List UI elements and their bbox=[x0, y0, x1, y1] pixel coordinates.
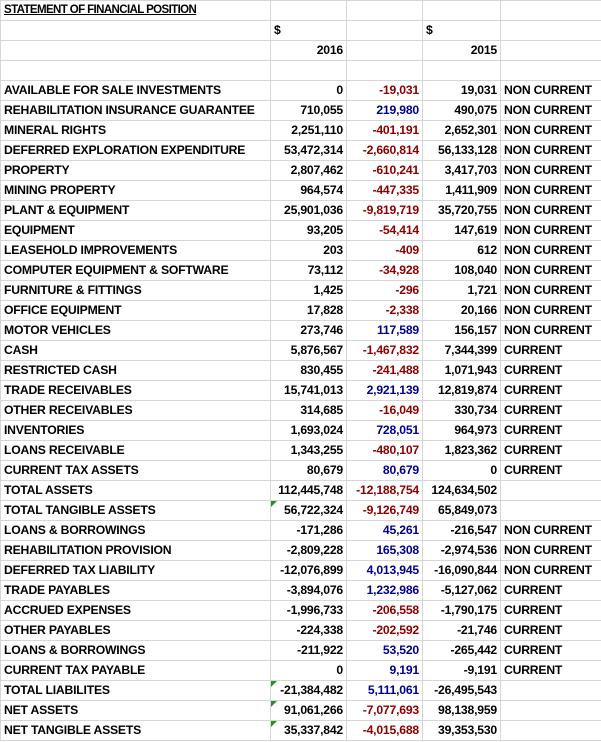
row-label[interactable]: DEFERRED TAX LIABILITY bbox=[1, 561, 271, 581]
year-row bbox=[1, 41, 601, 61]
classification[interactable]: NON CURRENT bbox=[501, 121, 601, 141]
classification[interactable]: NON CURRENT bbox=[501, 281, 601, 301]
sheet-title[interactable]: STATEMENT OF FINANCIAL POSITION bbox=[1, 1, 271, 21]
table-row bbox=[1, 361, 601, 381]
cell[interactable] bbox=[271, 61, 347, 81]
value-change[interactable]: -202,592 bbox=[347, 621, 423, 641]
table-row bbox=[1, 401, 601, 421]
value-2015[interactable]: 1,411,909 bbox=[423, 181, 501, 201]
classification[interactable] bbox=[501, 481, 601, 501]
value-2016[interactable]: 17,828 bbox=[271, 301, 347, 321]
table-row bbox=[1, 421, 601, 441]
value-2015[interactable]: 7,344,399 bbox=[423, 341, 501, 361]
cell[interactable] bbox=[1, 61, 271, 81]
value-2016[interactable]: 0 bbox=[271, 661, 347, 681]
row-label[interactable]: LOANS & BORROWINGS bbox=[1, 521, 271, 541]
value-2015[interactable]: -21,746 bbox=[423, 621, 501, 641]
classification[interactable]: NON CURRENT bbox=[501, 321, 601, 341]
value-2016[interactable]: 93,205 bbox=[271, 221, 347, 241]
value-2015[interactable]: 124,634,502 bbox=[423, 481, 501, 501]
table-row bbox=[1, 81, 601, 101]
classification[interactable]: NON CURRENT bbox=[501, 301, 601, 321]
value-change[interactable]: -12,188,754 bbox=[347, 481, 423, 501]
row-label[interactable]: LOANS & BORROWINGS bbox=[1, 641, 271, 661]
cell[interactable] bbox=[347, 41, 423, 61]
value-2015[interactable]: 20,166 bbox=[423, 301, 501, 321]
row-label[interactable]: REHABILITATION PROVISION bbox=[1, 541, 271, 561]
classification[interactable]: CURRENT bbox=[501, 581, 601, 601]
value-2016[interactable]: -211,922 bbox=[271, 641, 347, 661]
table-row bbox=[1, 201, 601, 221]
value-2015[interactable]: 56,133,128 bbox=[423, 141, 501, 161]
row-label[interactable]: PROPERTY bbox=[1, 161, 271, 181]
classification[interactable]: CURRENT bbox=[501, 341, 601, 361]
row-label[interactable]: NET TANGIBLE ASSETS bbox=[1, 721, 271, 741]
classification[interactable]: NON CURRENT bbox=[501, 261, 601, 281]
table-row bbox=[1, 181, 601, 201]
value-2016[interactable]: 80,679 bbox=[271, 461, 347, 481]
classification[interactable]: NON CURRENT bbox=[501, 521, 601, 541]
cell[interactable] bbox=[501, 41, 601, 61]
value-2016[interactable]: -21,384,482 bbox=[271, 681, 347, 701]
table-row bbox=[1, 241, 601, 261]
value-2016[interactable]: 35,337,842 bbox=[271, 721, 347, 741]
value-2016[interactable]: 0 bbox=[271, 81, 347, 101]
value-change[interactable]: -1,467,832 bbox=[347, 341, 423, 361]
table-row bbox=[1, 701, 601, 721]
value-2015[interactable]: 1,721 bbox=[423, 281, 501, 301]
row-label[interactable]: DEFERRED EXPLORATION EXPENDITURE bbox=[1, 141, 271, 161]
currency-2016[interactable]: $ bbox=[271, 21, 347, 41]
value-2015[interactable]: 330,734 bbox=[423, 401, 501, 421]
value-change[interactable]: 1,232,986 bbox=[347, 581, 423, 601]
table-row bbox=[1, 661, 601, 681]
row-label[interactable]: CURRENT TAX ASSETS bbox=[1, 461, 271, 481]
value-change[interactable]: -610,241 bbox=[347, 161, 423, 181]
value-2016[interactable]: 710,055 bbox=[271, 101, 347, 121]
value-2016[interactable]: 1,693,024 bbox=[271, 421, 347, 441]
table-row bbox=[1, 601, 601, 621]
table-row bbox=[1, 481, 601, 501]
value-2015[interactable]: -26,495,543 bbox=[423, 681, 501, 701]
table-row bbox=[1, 521, 601, 541]
value-2016[interactable]: -12,076,899 bbox=[271, 561, 347, 581]
row-label[interactable]: ACCRUED EXPENSES bbox=[1, 601, 271, 621]
year-2015[interactable]: 2015 bbox=[423, 41, 501, 61]
table-row bbox=[1, 341, 601, 361]
table-row bbox=[1, 441, 601, 461]
value-change[interactable]: -9,819,719 bbox=[347, 201, 423, 221]
value-2016[interactable]: 830,455 bbox=[271, 361, 347, 381]
value-2016[interactable]: 1,343,255 bbox=[271, 441, 347, 461]
year-2016[interactable]: 2016 bbox=[271, 41, 347, 61]
value-2015[interactable]: 35,720,755 bbox=[423, 201, 501, 221]
classification[interactable]: CURRENT bbox=[501, 421, 601, 441]
classification[interactable] bbox=[501, 681, 601, 701]
value-change[interactable]: 5,111,061 bbox=[347, 681, 423, 701]
classification[interactable]: CURRENT bbox=[501, 461, 601, 481]
classification[interactable]: NON CURRENT bbox=[501, 241, 601, 261]
row-label[interactable]: NET ASSETS bbox=[1, 701, 271, 721]
cell[interactable] bbox=[347, 61, 423, 81]
row-label[interactable]: AVAILABLE FOR SALE INVESTMENTS bbox=[1, 81, 271, 101]
classification[interactable]: NON CURRENT bbox=[501, 141, 601, 161]
row-label[interactable]: OTHER PAYABLES bbox=[1, 621, 271, 641]
row-label[interactable]: MINERAL RIGHTS bbox=[1, 121, 271, 141]
value-2015[interactable]: 1,823,362 bbox=[423, 441, 501, 461]
classification[interactable] bbox=[501, 501, 601, 521]
classification[interactable] bbox=[501, 721, 601, 741]
value-2016[interactable]: -2,809,228 bbox=[271, 541, 347, 561]
value-2015[interactable]: 0 bbox=[423, 461, 501, 481]
row-label[interactable]: COMPUTER EQUIPMENT & SOFTWARE bbox=[1, 261, 271, 281]
cell[interactable] bbox=[347, 1, 423, 21]
classification[interactable]: NON CURRENT bbox=[501, 161, 601, 181]
title-row bbox=[1, 1, 601, 21]
value-2015[interactable]: 19,031 bbox=[423, 81, 501, 101]
classification[interactable]: NON CURRENT bbox=[501, 101, 601, 121]
value-change[interactable]: 4,013,945 bbox=[347, 561, 423, 581]
value-change[interactable]: 117,589 bbox=[347, 321, 423, 341]
value-change[interactable]: -206,558 bbox=[347, 601, 423, 621]
cell[interactable] bbox=[347, 21, 423, 41]
classification[interactable]: NON CURRENT bbox=[501, 81, 601, 101]
value-2015[interactable]: -1,790,175 bbox=[423, 601, 501, 621]
value-2015[interactable]: 156,157 bbox=[423, 321, 501, 341]
classification[interactable]: NON CURRENT bbox=[501, 541, 601, 561]
table-row bbox=[1, 141, 601, 161]
value-change[interactable]: -447,335 bbox=[347, 181, 423, 201]
value-2016[interactable]: 203 bbox=[271, 241, 347, 261]
value-change[interactable]: -480,107 bbox=[347, 441, 423, 461]
value-2016[interactable]: 5,876,567 bbox=[271, 341, 347, 361]
value-change[interactable]: -401,191 bbox=[347, 121, 423, 141]
currency-2015[interactable]: $ bbox=[423, 21, 501, 41]
value-change[interactable]: -4,015,688 bbox=[347, 721, 423, 741]
table-row bbox=[1, 501, 601, 521]
table-row bbox=[1, 721, 601, 741]
classification[interactable]: NON CURRENT bbox=[501, 201, 601, 221]
table-row bbox=[1, 461, 601, 481]
row-label[interactable]: RESTRICTED CASH bbox=[1, 361, 271, 381]
row-label[interactable]: PLANT & EQUIPMENT bbox=[1, 201, 271, 221]
table-row bbox=[1, 321, 601, 341]
table-row bbox=[1, 681, 601, 701]
value-2015[interactable]: 3,417,703 bbox=[423, 161, 501, 181]
value-2015[interactable]: 612 bbox=[423, 241, 501, 261]
classification[interactable] bbox=[501, 701, 601, 721]
value-2016[interactable]: -3,894,076 bbox=[271, 581, 347, 601]
value-2015[interactable]: 98,138,959 bbox=[423, 701, 501, 721]
classification[interactable]: CURRENT bbox=[501, 661, 601, 681]
row-label[interactable]: TRADE RECEIVABLES bbox=[1, 381, 271, 401]
classification[interactable]: CURRENT bbox=[501, 361, 601, 381]
table-row bbox=[1, 221, 601, 241]
row-label[interactable]: TOTAL LIABILITES bbox=[1, 681, 271, 701]
value-2016[interactable]: 2,807,462 bbox=[271, 161, 347, 181]
table-row bbox=[1, 621, 601, 641]
value-2016[interactable]: 112,445,748 bbox=[271, 481, 347, 501]
value-2016[interactable]: 53,472,314 bbox=[271, 141, 347, 161]
currency-row bbox=[1, 21, 601, 41]
value-change[interactable]: -7,077,693 bbox=[347, 701, 423, 721]
value-change[interactable]: 165,308 bbox=[347, 541, 423, 561]
row-label[interactable]: MOTOR VEHICLES bbox=[1, 321, 271, 341]
value-change[interactable]: -241,488 bbox=[347, 361, 423, 381]
value-2016[interactable]: 25,901,036 bbox=[271, 201, 347, 221]
cell[interactable] bbox=[271, 1, 347, 21]
value-2015[interactable]: 1,071,943 bbox=[423, 361, 501, 381]
value-2015[interactable]: 39,353,530 bbox=[423, 721, 501, 741]
table-row bbox=[1, 101, 601, 121]
row-label[interactable]: TOTAL ASSETS bbox=[1, 481, 271, 501]
value-2016[interactable]: -224,338 bbox=[271, 621, 347, 641]
value-2015[interactable]: -16,090,844 bbox=[423, 561, 501, 581]
value-change[interactable]: -19,031 bbox=[347, 81, 423, 101]
row-label[interactable]: OFFICE EQUIPMENT bbox=[1, 301, 271, 321]
blank-row bbox=[1, 61, 601, 81]
table-row bbox=[1, 161, 601, 181]
value-change[interactable]: -54,414 bbox=[347, 221, 423, 241]
value-2016[interactable]: 73,112 bbox=[271, 261, 347, 281]
classification[interactable]: CURRENT bbox=[501, 401, 601, 421]
value-2016[interactable]: 314,685 bbox=[271, 401, 347, 421]
table-row bbox=[1, 541, 601, 561]
row-label[interactable]: OTHER RECEIVABLES bbox=[1, 401, 271, 421]
cell[interactable] bbox=[1, 21, 271, 41]
value-2015[interactable]: 147,619 bbox=[423, 221, 501, 241]
row-label[interactable]: MINING PROPERTY bbox=[1, 181, 271, 201]
value-change[interactable]: -9,126,749 bbox=[347, 501, 423, 521]
value-2015[interactable]: -2,974,536 bbox=[423, 541, 501, 561]
value-2016[interactable]: 273,746 bbox=[271, 321, 347, 341]
classification[interactable]: NON CURRENT bbox=[501, 181, 601, 201]
value-2016[interactable]: 56,722,324 bbox=[271, 501, 347, 521]
row-label[interactable]: FURNITURE & FITTINGS bbox=[1, 281, 271, 301]
value-change[interactable]: 53,520 bbox=[347, 641, 423, 661]
row-label[interactable]: LOANS RECEIVABLE bbox=[1, 441, 271, 461]
value-2016[interactable]: -171,286 bbox=[271, 521, 347, 541]
cell[interactable] bbox=[501, 61, 601, 81]
value-change[interactable]: 2,921,139 bbox=[347, 381, 423, 401]
table-row bbox=[1, 121, 601, 141]
cell[interactable] bbox=[1, 41, 271, 61]
row-label[interactable]: REHABILITATION INSURANCE GUARANTEE bbox=[1, 101, 271, 121]
cell[interactable] bbox=[501, 21, 601, 41]
row-label[interactable]: CURRENT TAX PAYABLE bbox=[1, 661, 271, 681]
value-change[interactable]: -296 bbox=[347, 281, 423, 301]
value-2016[interactable]: 91,061,266 bbox=[271, 701, 347, 721]
value-2015[interactable]: -265,442 bbox=[423, 641, 501, 661]
value-change[interactable]: 80,679 bbox=[347, 461, 423, 481]
value-2016[interactable]: -1,996,733 bbox=[271, 601, 347, 621]
value-change[interactable]: 728,051 bbox=[347, 421, 423, 441]
classification[interactable]: NON CURRENT bbox=[501, 561, 601, 581]
value-2015[interactable]: -5,127,062 bbox=[423, 581, 501, 601]
cell[interactable] bbox=[423, 1, 501, 21]
classification[interactable]: CURRENT bbox=[501, 441, 601, 461]
table-row bbox=[1, 561, 601, 581]
value-2016[interactable]: 15,741,013 bbox=[271, 381, 347, 401]
classification[interactable]: CURRENT bbox=[501, 641, 601, 661]
table-row bbox=[1, 641, 601, 661]
row-label[interactable]: LEASEHOLD IMPROVEMENTS bbox=[1, 241, 271, 261]
value-change[interactable]: 45,261 bbox=[347, 521, 423, 541]
value-2015[interactable]: 2,652,301 bbox=[423, 121, 501, 141]
classification[interactable]: CURRENT bbox=[501, 621, 601, 641]
table-row bbox=[1, 261, 601, 281]
value-2016[interactable]: 1,425 bbox=[271, 281, 347, 301]
row-label[interactable]: TOTAL TANGIBLE ASSETS bbox=[1, 501, 271, 521]
value-2015[interactable]: -216,547 bbox=[423, 521, 501, 541]
value-2015[interactable]: 964,973 bbox=[423, 421, 501, 441]
value-change[interactable]: 219,980 bbox=[347, 101, 423, 121]
value-change[interactable]: 9,191 bbox=[347, 661, 423, 681]
value-change[interactable]: -2,338 bbox=[347, 301, 423, 321]
value-2015[interactable]: -9,191 bbox=[423, 661, 501, 681]
value-2016[interactable]: 2,251,110 bbox=[271, 121, 347, 141]
table-row bbox=[1, 381, 601, 401]
table-row bbox=[1, 301, 601, 321]
value-change[interactable]: -34,928 bbox=[347, 261, 423, 281]
value-change[interactable]: -16,049 bbox=[347, 401, 423, 421]
value-2015[interactable]: 490,075 bbox=[423, 101, 501, 121]
value-change[interactable]: -2,660,814 bbox=[347, 141, 423, 161]
cell[interactable] bbox=[423, 61, 501, 81]
value-change[interactable]: -409 bbox=[347, 241, 423, 261]
classification[interactable]: CURRENT bbox=[501, 601, 601, 621]
table-row bbox=[1, 281, 601, 301]
value-2016[interactable]: 964,574 bbox=[271, 181, 347, 201]
row-label[interactable]: CASH bbox=[1, 341, 271, 361]
classification[interactable]: NON CURRENT bbox=[501, 221, 601, 241]
value-2015[interactable]: 12,819,874 bbox=[423, 381, 501, 401]
row-label[interactable]: INVENTORIES bbox=[1, 421, 271, 441]
classification[interactable]: CURRENT bbox=[501, 381, 601, 401]
row-label[interactable]: EQUIPMENT bbox=[1, 221, 271, 241]
table-row bbox=[1, 581, 601, 601]
value-2015[interactable]: 108,040 bbox=[423, 261, 501, 281]
value-2015[interactable]: 65,849,073 bbox=[423, 501, 501, 521]
row-label[interactable]: TRADE PAYABLES bbox=[1, 581, 271, 601]
cell[interactable] bbox=[501, 1, 601, 21]
